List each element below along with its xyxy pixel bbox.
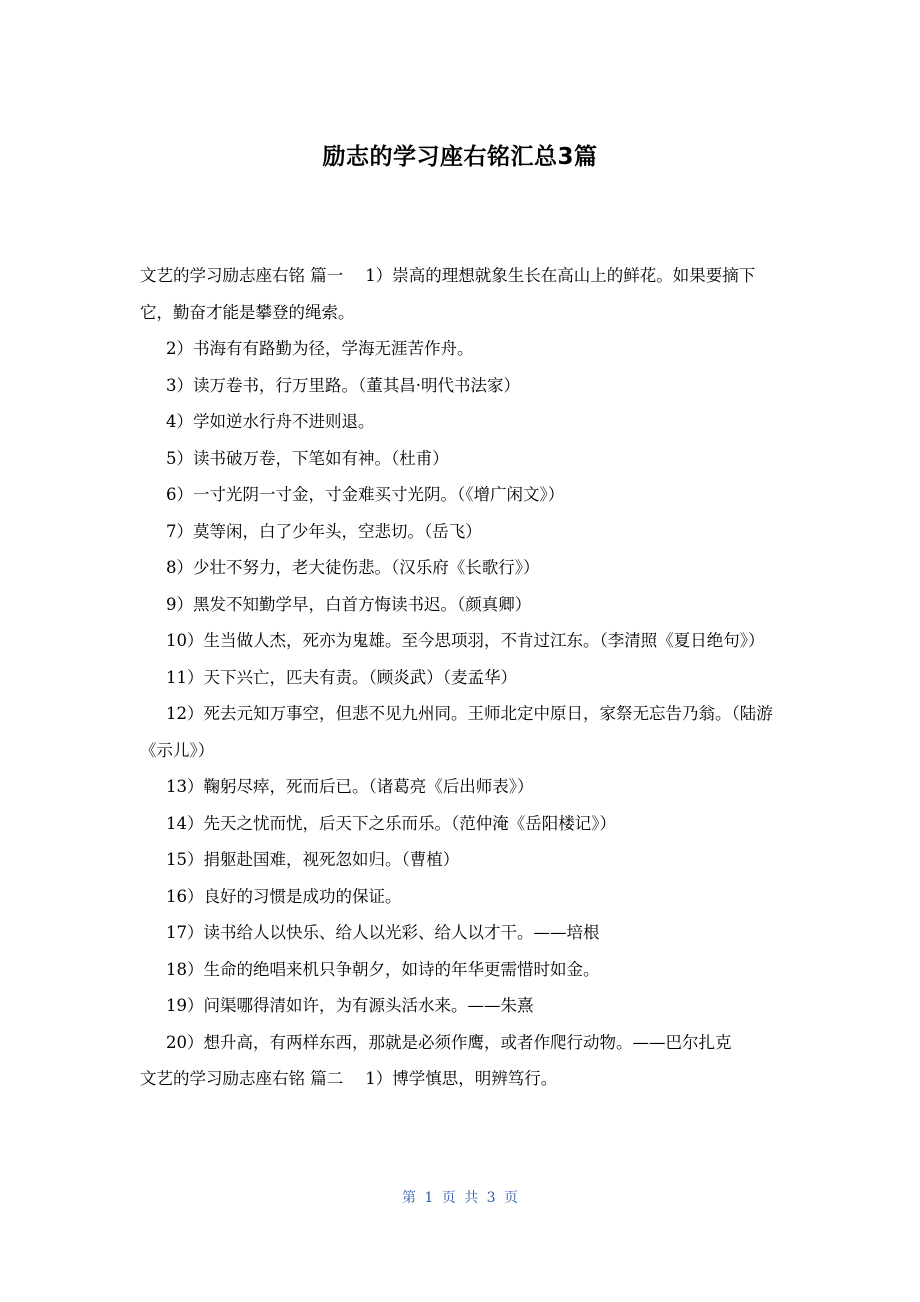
list-item: 16）良好的习惯是成功的保证。 <box>166 886 402 906</box>
section-2-paragraph <box>140 1061 780 1098</box>
list-item: 5）读书破万卷，下笔如有神。（杜甫） <box>166 448 449 468</box>
document-title: 励志的学习座右铭汇总3篇 <box>322 144 598 170</box>
list-item: 17）读书给人以快乐、给人以光彩、给人以才干。——培根 <box>166 923 600 942</box>
list-item: 11）天下兴亡，匹夫有责。（顾炎武）（麦孟华） <box>166 667 517 687</box>
list-item: 6）一寸光阴一寸金，寸金难买寸光阴。（《增广闲文》） <box>166 485 565 504</box>
list-item: 9）黑发不知勤学早，白首方悔读书迟。（颜真卿） <box>166 594 532 614</box>
list-item: 15）捐躯赴国难，视死忽如归。（曹植） <box>166 850 460 869</box>
list-item: 10）生当做人杰，死亦为鬼雄。至今思项羽，不肯过江东。（李清照《夏日绝句》） <box>166 631 765 650</box>
document-body <box>140 258 780 1098</box>
list-item: 8）少壮不努力，老大徒伤悲。（汉乐府《长歌行》） <box>166 558 540 577</box>
list-item: 2）书海有有路勤为径，学海无涯苦作舟。 <box>166 339 474 358</box>
page-number-footer: 第 1 页 共 3 页 <box>401 1190 519 1206</box>
list-item: 18）生命的绝唱来机只争朝夕，如诗的年华更需惜时如金。 <box>166 959 600 979</box>
section-1-heading: 文艺的学习励志座右铭 篇一 <box>140 266 344 285</box>
list-item: 12）死去元知万事空，但悲不见九州同。王师北定中原日，家祭无忘告乃翁。（陆游《示儿》） <box>140 704 773 760</box>
list-item: 19）问渠哪得清如许，为有源头活水来。——朱熹 <box>166 996 534 1015</box>
section-1-paragraph <box>140 258 780 331</box>
list-item: 14）先天之忧而忧，后天下之乐而乐。（范仲淹《岳阳楼记》） <box>166 813 616 833</box>
section-2-heading: 文艺的学习励志座右铭 篇二 <box>140 1069 344 1088</box>
section-2-first-item: 1）博学慎思，明辨笃行。 <box>365 1069 558 1088</box>
list-item: 3）读万卷书，行万里路。（董其昌·明代书法家） <box>166 375 520 395</box>
list-item: 13）鞠躬尽瘁，死而后已。（诸葛亮《后出师表》） <box>166 777 534 796</box>
list-item: 7）莫等闲，白了少年头，空悲切。（岳飞） <box>166 521 482 541</box>
section-1-first-item: 1）崇高的理想就象生长在高山上的鲜花。如果要摘下它，勤奋才能是攀登的绳索。 <box>140 266 756 322</box>
list-item: 4）学如逆水行舟不进则退。 <box>166 412 375 431</box>
list-item: 20）想升高，有两样东西，那就是必须作鹰，或者作爬行动物。——巴尔扎克 <box>166 1032 732 1052</box>
